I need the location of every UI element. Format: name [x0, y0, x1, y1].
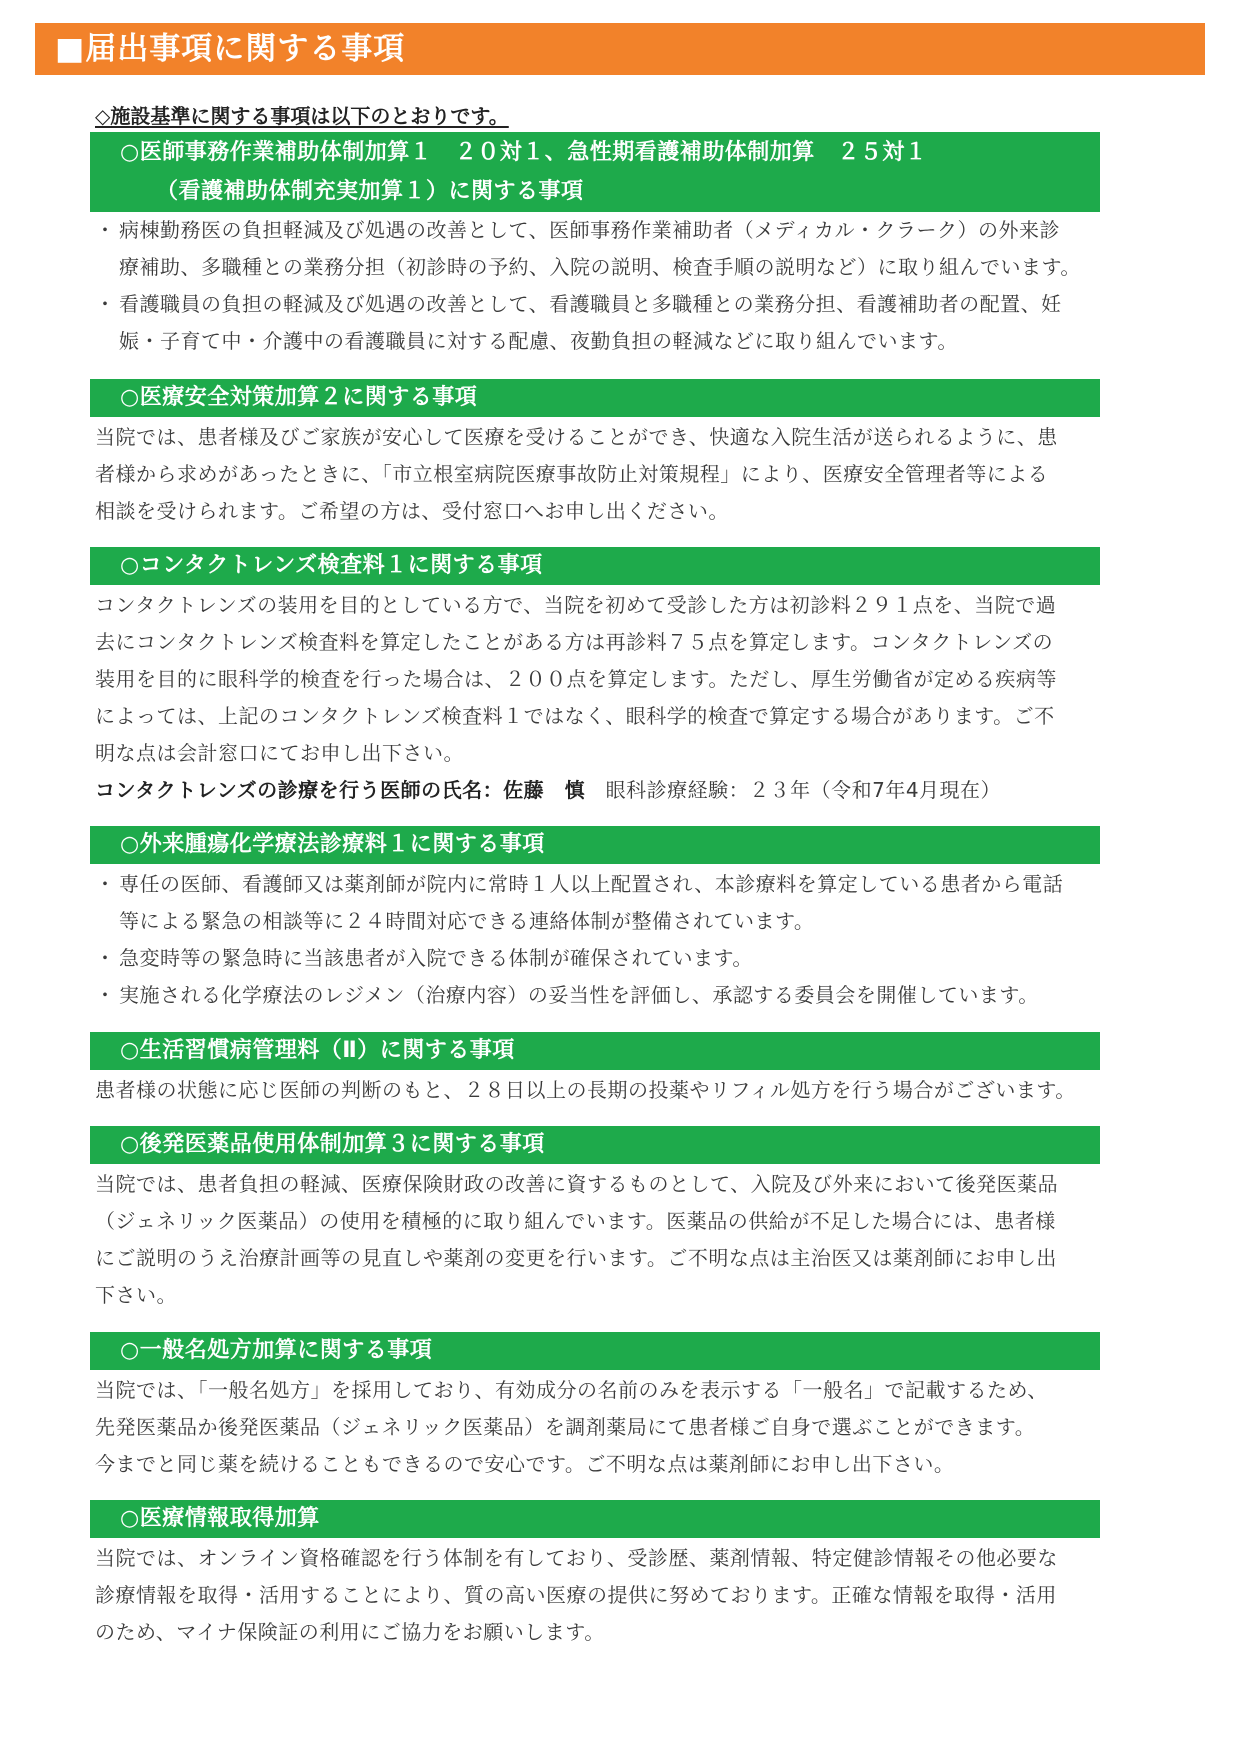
section-heading-medical-info: ○医療情報取得加算 [90, 1500, 1100, 1538]
body-line: （ジェネリック医薬品）の使用を積極的に取り組んでいます。医薬品の供給が不足した場合には、患者様 [95, 1209, 1056, 1233]
section-body-contact-lens [95, 587, 1195, 809]
section-body-medical-info [95, 1540, 1195, 1651]
section-heading-line: （看護補助体制充実加算１）に関する事項 [156, 179, 584, 204]
body-line: 患者様の状態に応じ医師の判断のもと、２８日以上の長期の投薬やリフィル処方を行う場合がございます。 [95, 1078, 1076, 1102]
bullet-line: 実施される化学療法のレジメン（治療内容）の妥当性を評価し、承認する委員会を開催しています。 [119, 983, 1039, 1007]
body-line: のため、マイナ保険証の利用にご協力をお願いします。 [95, 1620, 605, 1644]
section-heading-lifestyle-disease: ○生活習慣病管理料（Ⅱ）に関する事項 [90, 1032, 1100, 1070]
body-line: 去にコンタクトレンズ検査料を算定したことがある方は再診料７５点を算定します。コンタクトレンズの [95, 630, 1054, 654]
doctor-experience: 眼科診療経験：２３年（令和7年4月現在） [585, 778, 1002, 802]
bullet-line: 病棟勤務医の負担軽減及び処遇の改善として、医師事務作業補助者（メディカル・クラーク）の外来診 [119, 218, 1060, 242]
body-line: によっては、上記のコンタクトレンズ検査料１ではなく、眼科学的検査で算定する場合があります。ご不 [95, 704, 1055, 728]
bullet-mark: ・ [95, 872, 116, 896]
doctor-info-line [95, 772, 1195, 809]
body-line: 相談を受けられます。ご希望の方は、受付窓口へお申し出ください。 [95, 499, 729, 523]
section-body-chemotherapy [95, 866, 1195, 1014]
body-line: 者様から求めがあったときに、「市立根室病院医療事故防止対策規程」により、医療安全管理者等による [95, 462, 1049, 486]
section-heading-clerical-support [90, 132, 1100, 212]
bullet-line: 専任の医師、看護師又は薬剤師が院内に常時１人以上配置され、本診療料を算定している患者から電話 [119, 872, 1064, 896]
bullet-mark: ・ [95, 218, 116, 242]
section-heading-generic-drugs: ○後発医薬品使用体制加算３に関する事項 [90, 1126, 1100, 1164]
body-line: 明な点は会計窓口にてお申し出下さい。 [95, 741, 464, 765]
body-line: にご説明のうえ治療計画等の見直しや薬剤の変更を行います。ご不明な点は主治医又は薬剤師にお申し出 [95, 1246, 1057, 1270]
section-heading-medical-safety: ○医療安全対策加算２に関する事項 [90, 379, 1100, 417]
bullet-line: 娠・子育て中・介護中の看護職員に対する配慮、夜勤負担の軽減などに取り組んでいます。 [119, 329, 958, 353]
body-line: 先発医薬品か後発医薬品（ジェネリック医薬品）を調剤薬局にて患者様ご自身で選ぶことができます。 [95, 1415, 1036, 1439]
body-line: 診療情報を取得・活用することにより、質の高い医療の提供に努めております。正確な情報を取得・活用 [95, 1583, 1057, 1607]
section-body-generic-prescription [95, 1372, 1195, 1483]
section-body-medical-safety [95, 419, 1195, 530]
section-heading-generic-prescription: ○一般名処方加算に関する事項 [90, 1332, 1100, 1370]
body-line: 下さい。 [95, 1283, 177, 1307]
section-heading-contact-lens: ○コンタクトレンズ検査料１に関する事項 [90, 547, 1100, 585]
body-line: コンタクトレンズの装用を目的としている方で、当院を初めて受診した方は初診料２９１点を、当院で過 [95, 593, 1057, 617]
bullet-item [95, 286, 1195, 360]
body-line: 装用を目的に眼科学的検査を行った場合は、２００点を算定します。ただし、厚生労働省が定める疾病等 [95, 667, 1057, 691]
section-heading-line: ○医師事務作業補助体制加算１ ２０対１、急性期看護補助体制加算 ２５対１ [120, 140, 928, 165]
section-heading-chemotherapy: ○外来腫瘍化学療法診療料１に関する事項 [90, 826, 1100, 864]
bullet-mark: ・ [95, 292, 116, 316]
body-line: 当院では、「一般名処方」を採用しており、有効成分の名前のみを表示する「一般名」で記載するため、 [95, 1378, 1048, 1402]
bullet-line: 看護職員の負担の軽減及び処遇の改善として、看護職員と多職種との業務分担、看護補助者の配置、妊 [119, 292, 1062, 316]
bullet-line: 等による緊急の相談等に２４時間対応できる連絡体制が整備されています。 [119, 909, 815, 933]
bullet-line: 急変時等の緊急時に当該患者が入院できる体制が確保されています。 [119, 946, 753, 970]
bullet-line: 療補助、多職種との業務分担（初診時の予約、入院の説明、検査手順の説明など）に取り組んでいます。 [119, 255, 1081, 279]
body-line: 当院では、オンライン資格確認を行う体制を有しており、受診歴、薬剤情報、特定健診情報その他必要な [95, 1546, 1058, 1570]
body-line: 当院では、患者様及びご家族が安心して医療を受けることができ、快適な入院生活が送られるように、患 [95, 425, 1058, 449]
body-line: 今までと同じ薬を続けることもできるので安心です。ご不明な点は薬剤師にお申し出下さい。 [95, 1452, 955, 1476]
section-body-lifestyle-disease [95, 1072, 1195, 1109]
bullet-item [95, 977, 1195, 1014]
bullet-item [95, 212, 1195, 286]
body-line: 当院では、患者負担の軽減、医療保険財政の改善に資するものとして、入院及び外来において後発医薬品 [95, 1172, 1059, 1196]
bullet-item [95, 940, 1195, 977]
section-body-generic-drugs [95, 1166, 1195, 1314]
doctor-name-label: コンタクトレンズの診療を行う医師の氏名：佐藤 慎 [95, 778, 586, 802]
section-body-clerical-support [95, 212, 1195, 360]
bullet-mark: ・ [95, 946, 116, 970]
bullet-mark: ・ [95, 983, 116, 1007]
intro-heading: ◇施設基準に関する事項は以下のとおりです。 [95, 104, 509, 128]
bullet-item [95, 866, 1195, 940]
page-header: ■届出事項に関する事項 [35, 23, 1205, 75]
